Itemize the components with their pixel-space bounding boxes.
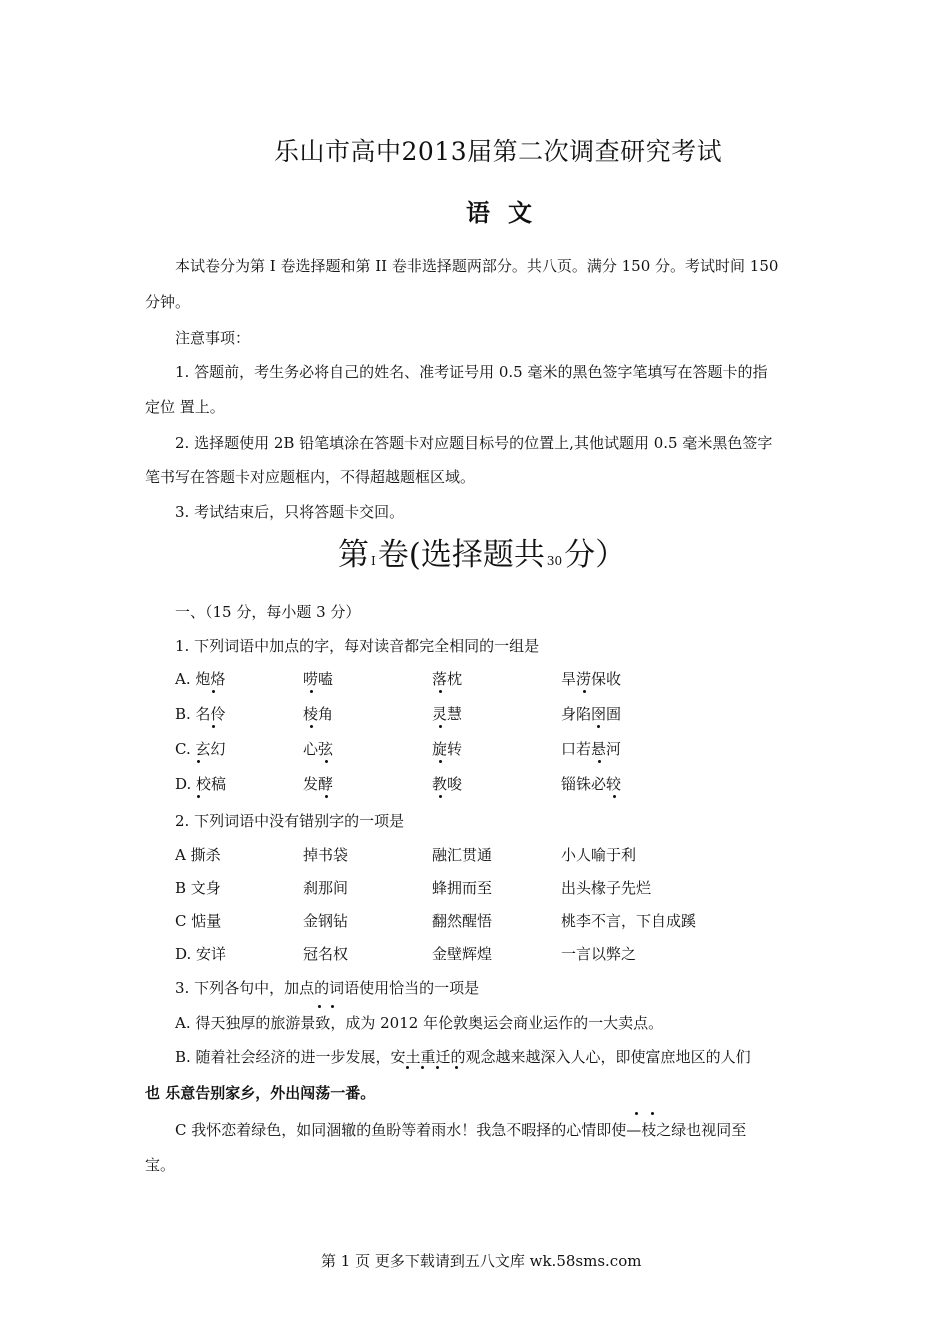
q2-a-1: A 撕杀 (175, 846, 221, 864)
emphasis-dot (597, 725, 600, 728)
q1-d-4: 锱铢必较 (561, 775, 622, 793)
section-heading-part-5: 分） (564, 537, 627, 573)
q2-b-4: 出头椽子先烂 (561, 879, 652, 897)
q2-a-4: 小人喻于利 (561, 846, 637, 864)
q1-a-2: 唠嗑 (303, 670, 334, 688)
note-1-line-1: 1. 答题前，考生务必将自己的姓名、准考证号用 0.5 毫米的黑色签字笔填写在答题卡的指 (175, 363, 768, 381)
q1-a-1: A. 炮烙 (175, 670, 226, 688)
emphasis-dot (406, 1066, 409, 1069)
q1-b-2: 棱角 (303, 705, 334, 723)
q1-b-4: 身陷囹圄 (561, 705, 622, 723)
q2-c-4: 桃李不言，下自成蹊 (561, 912, 697, 930)
emphasis-dot (325, 760, 328, 763)
q1-c-1: C. 玄幻 (175, 740, 226, 758)
q2-c-1: C 惦量 (175, 912, 222, 930)
q1-c-2: 心弦 (303, 740, 334, 758)
emphasis-dot (635, 1112, 638, 1115)
q1-a-3: 落枕 (432, 670, 463, 688)
q1-d-3: 教唆 (432, 775, 463, 793)
emphasis-dot (436, 1066, 439, 1069)
q2-b-1: B 文身 (175, 879, 221, 897)
q3-option-b-line-2: 也 乐意告别家乡，外出闯荡一番。 (145, 1084, 376, 1102)
part-one-heading: 一、（15 分，每小题 3 分） (175, 603, 361, 621)
q2-b-3: 蜂拥而至 (432, 879, 493, 897)
q3-option-c-line-1: C 我怀恋着绿色，如同涸辙的鱼盼等着雨水！我急不暇择的心情即使—枝之绿也视同至 (175, 1121, 747, 1139)
emphasis-dot (197, 795, 200, 798)
intro-line-2: 分钟。 (145, 293, 191, 311)
q2-a-2: 掉书袋 (303, 846, 349, 864)
section-heading-points: 30 (546, 554, 563, 568)
section-heading-roman: I (371, 554, 376, 568)
q3-option-b-line-1: B. 随着社会经济的进一步发展，安土重迁的观念越来越深入人心，即使富庶地区的人们 (175, 1048, 751, 1066)
note-2-line-2: 笔书写在答题卡对应题框内，不得超越题框区域。 (145, 468, 476, 486)
emphasis-dot (325, 795, 328, 798)
note-1-line-2: 定位 置上。 (145, 398, 225, 416)
emphasis-dot (439, 725, 442, 728)
page-footer: 第 1 页 更多下载请到五八文库 wk.58sms.com (321, 1252, 642, 1270)
emphasis-dot (212, 725, 215, 728)
emphasis-dot (439, 690, 442, 693)
q1-stem: 1. 下列词语中加点的字，每对读音都完全相同的一组是 (175, 637, 540, 655)
subject-title: 语文 (466, 198, 550, 227)
emphasis-dot (598, 760, 601, 763)
q2-b-2: 刹那间 (303, 879, 349, 897)
q2-d-4: 一言以弊之 (561, 945, 637, 963)
note-2-line-1: 2. 选择题使用 2B 铅笔填涂在答题卡对应题目标号的位置上,其他试题用 0.5 毫米黑色签字 (175, 434, 773, 452)
emphasis-dot (197, 760, 200, 763)
emphasis-dot (439, 795, 442, 798)
emphasis-dot (310, 690, 313, 693)
emphasis-dot (613, 795, 616, 798)
emphasis-dot (318, 1005, 321, 1008)
emphasis-dot (651, 1112, 654, 1115)
emphasis-dot (583, 690, 586, 693)
q3-option-c-line-2: 宝。 (145, 1156, 176, 1174)
q1-d-1: D. 校稿 (175, 775, 227, 793)
q1-b-3: 灵慧 (432, 705, 463, 723)
q3-option-a: A. 得天独厚的旅游景致，成为 2012 年伦敦奥运会商业运作的一大卖点。 (175, 1014, 664, 1032)
q2-stem: 2. 下列词语中没有错别字的一项是 (175, 812, 405, 830)
emphasis-dot (439, 760, 442, 763)
q2-c-2: 金钢钻 (303, 912, 349, 930)
section-heading-part-1: 第 (338, 537, 369, 573)
emphasis-dot (421, 1066, 424, 1069)
q2-c-3: 翻然醒悟 (432, 912, 493, 930)
q2-a-3: 融汇贯通 (432, 846, 493, 864)
q1-b-1: B. 名伶 (175, 705, 226, 723)
q2-d-3: 金壁辉煌 (432, 945, 493, 963)
exam-title: 乐山市高中2013届第二次调查研究考试 (274, 137, 723, 166)
q1-c-4: 口若悬河 (561, 740, 622, 758)
section-heading-part-3: 卷(选择题共 (377, 537, 545, 573)
emphasis-dot (455, 1066, 458, 1069)
note-3: 3. 考试结束后，只将答题卡交回。 (175, 503, 405, 521)
q2-d-1: D. 安详 (175, 945, 227, 963)
emphasis-dot (212, 690, 215, 693)
q1-a-4: 旱涝保收 (561, 670, 622, 688)
q1-c-3: 旋转 (432, 740, 463, 758)
notes-heading: 注意事项： (175, 329, 251, 347)
section-heading (338, 536, 626, 580)
emphasis-dot (310, 725, 313, 728)
q1-d-2: 发酵 (303, 775, 334, 793)
q3-stem: 3. 下列各句中，加点的词语使用恰当的一项是 (175, 979, 480, 997)
q2-d-2: 冠名权 (303, 945, 349, 963)
intro-line-1: 本试卷分为第 I 卷选择题和第 II 卷非选择题两部分。共八页。满分 150 分。考试时间 150 (175, 257, 779, 275)
emphasis-dot (331, 1005, 334, 1008)
